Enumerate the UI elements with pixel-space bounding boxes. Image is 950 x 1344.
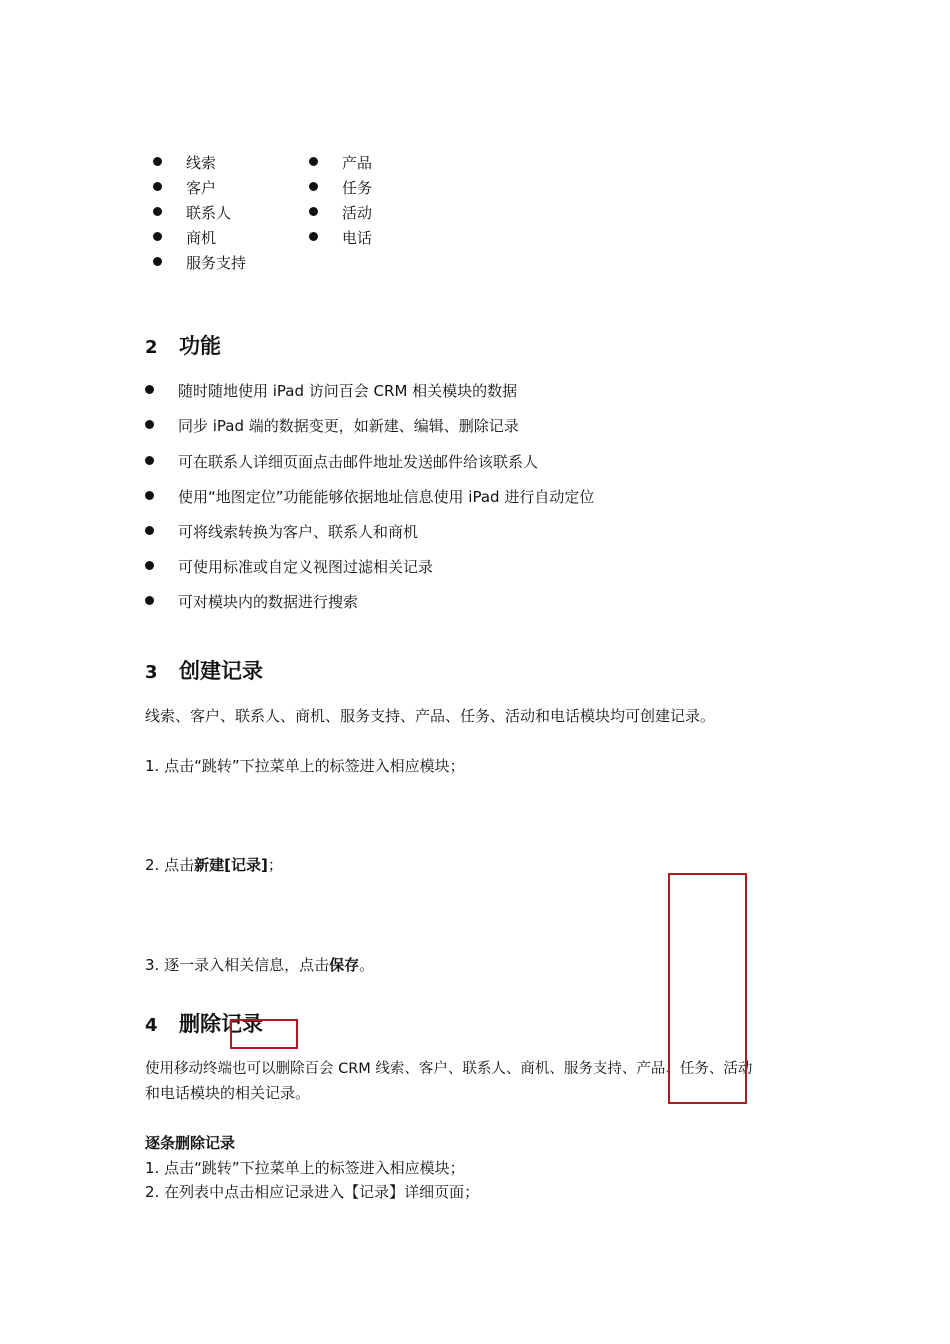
feature-item: 使用“地图定位”功能能够依据地址信息使用 iPad 进行自动定位 — [178, 488, 595, 506]
bullet-icon — [145, 456, 154, 465]
module-item: 电话 — [342, 229, 373, 247]
module-item: 活动 — [342, 204, 373, 222]
step-text: 3. 逐一录入相关信息，点击 — [145, 956, 330, 974]
create-step-3 — [145, 954, 374, 975]
delete-intro-line-2: 和电话模块的相关记录。 — [145, 1084, 311, 1102]
highlight-box — [668, 873, 747, 1104]
feature-item: 可将线索转换为客户、联系人和商机 — [178, 523, 419, 541]
create-step-1: 1. 点击“跳转”下拉菜单上的标签进入相应模块； — [145, 757, 465, 775]
section-title: 功能 — [179, 334, 221, 358]
bullet-icon — [309, 182, 318, 191]
section-title: 创建记录 — [179, 659, 263, 683]
save-label: 保存 — [329, 956, 360, 974]
create-intro: 线索、客户、联系人、商机、服务支持、产品、任务、活动和电话模块均可创建记录。 — [145, 707, 716, 725]
section-heading-features — [145, 330, 221, 360]
bullet-icon — [145, 526, 154, 535]
section-number: 2 — [145, 337, 158, 358]
section-title: 删除记录 — [179, 1012, 263, 1036]
bullet-icon — [145, 491, 154, 500]
module-item: 联系人 — [186, 204, 232, 222]
bullet-icon — [145, 596, 154, 605]
bullet-icon — [153, 257, 162, 266]
delete-step-1: 1. 点击“跳转”下拉菜单上的标签进入相应模块； — [145, 1159, 465, 1177]
section-heading-create-record — [145, 655, 263, 685]
new-record-label: 新建[记录] — [194, 856, 268, 874]
feature-item: 同步 iPad 端的数据变更，如新建、编辑、删除记录 — [178, 417, 519, 435]
bullet-icon — [153, 207, 162, 216]
bullet-icon — [145, 420, 154, 429]
bullet-icon — [145, 561, 154, 570]
bullet-icon — [153, 232, 162, 241]
delete-step-2: 2. 在列表中点击相应记录进入【记录】详细页面； — [145, 1183, 480, 1201]
step-text: 。 — [359, 956, 375, 974]
bullet-icon — [145, 385, 154, 394]
bullet-icon — [309, 207, 318, 216]
module-item: 商机 — [186, 229, 217, 247]
delete-intro-line-1: 使用移动终端也可以删除百会 CRM 线索、客户、联系人、商机、服务支持、产品、任务、活动 — [145, 1061, 753, 1077]
step-text: 2. 点击 — [145, 856, 195, 874]
section-number: 3 — [145, 662, 158, 683]
module-item: 线索 — [186, 154, 217, 172]
feature-item: 可使用标准或自定义视图过滤相关记录 — [178, 558, 434, 576]
module-item: 产品 — [342, 154, 373, 172]
delete-subheading: 逐条删除记录 — [145, 1134, 236, 1152]
module-item: 客户 — [186, 179, 217, 197]
module-item: 任务 — [342, 179, 373, 197]
create-step-2 — [145, 854, 283, 875]
step-text: ； — [267, 856, 283, 874]
highlight-box — [230, 1019, 298, 1049]
section-number: 4 — [145, 1015, 158, 1036]
bullet-icon — [309, 232, 318, 241]
bullet-icon — [153, 182, 162, 191]
bullet-icon — [153, 157, 162, 166]
feature-item: 随时随地使用 iPad 访问百会 CRM 相关模块的数据 — [178, 382, 518, 400]
module-item: 服务支持 — [186, 254, 247, 272]
feature-item: 可对模块内的数据进行搜索 — [178, 593, 359, 611]
feature-item: 可在联系人详细页面点击邮件地址发送邮件给该联系人 — [178, 453, 539, 471]
bullet-icon — [309, 157, 318, 166]
